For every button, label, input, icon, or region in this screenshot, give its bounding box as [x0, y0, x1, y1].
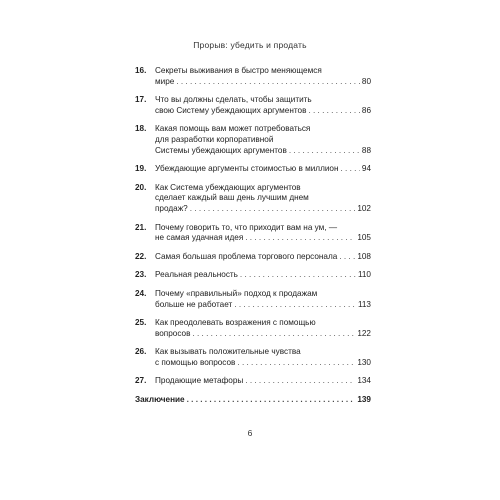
toc-entry-title: не самая удачная идея: [155, 233, 244, 243]
toc-entry-title: свою Систему убеждающих аргументов: [155, 105, 307, 115]
toc-entry-body: [155, 95, 371, 116]
toc-entry-body: [155, 289, 371, 310]
dot-leader: [237, 358, 355, 369]
dot-leader: [187, 395, 356, 406]
toc-entry-body: [155, 376, 371, 387]
toc-entry-page: 113: [357, 299, 371, 309]
dot-leader: [190, 204, 356, 215]
dot-leader: [192, 329, 355, 340]
toc-entry-number: 21.: [135, 222, 147, 232]
toc-entry-page: 122: [357, 328, 371, 338]
toc-entry-page: 130: [357, 357, 371, 367]
toc-entry: [135, 270, 371, 281]
toc-entry-number: 22.: [135, 251, 147, 261]
toc-entry: [135, 95, 371, 116]
toc-entry-number: 17.: [135, 95, 147, 105]
toc-entry-line: [155, 146, 371, 157]
toc-entry-title: Убеждающие аргументы стоимостью в миллион: [155, 164, 339, 174]
dot-leader: [308, 106, 359, 117]
dot-leader: [234, 300, 356, 311]
toc-entry-line: [155, 95, 371, 106]
toc-entry-number: 19.: [135, 164, 147, 174]
toc-entry-line: [155, 252, 371, 263]
toc-entry-body: [155, 124, 371, 156]
toc-entry-title: Почему «правильный» подход к продажам: [155, 288, 318, 298]
toc-entry: [135, 124, 371, 156]
toc-conclusion-page: 139: [357, 395, 371, 405]
toc-entry-line: [155, 183, 371, 194]
toc-entry: [135, 347, 371, 368]
toc-entry-page: 94: [361, 164, 371, 174]
dot-leader: [240, 270, 356, 281]
dot-leader: [341, 164, 360, 175]
toc-entry-page: 88: [361, 145, 371, 155]
toc-entry-number: 25.: [135, 318, 147, 328]
toc-entry-page: 86: [361, 105, 371, 115]
toc-entry-line: [155, 193, 371, 204]
toc-entry-line: [155, 300, 371, 311]
toc-entry-line: [155, 358, 371, 369]
toc-entry-line: [155, 347, 371, 358]
toc-entry-line: [155, 376, 371, 387]
toc-conclusion-title: Заключение: [135, 395, 185, 405]
toc-entry-line: [155, 233, 371, 244]
toc-conclusion: [135, 395, 371, 406]
dot-leader: [245, 233, 355, 244]
dot-leader: [245, 376, 355, 387]
toc-entry: [135, 376, 371, 387]
toc-entry-line: [155, 135, 371, 146]
toc-entry-line: [155, 77, 371, 88]
toc-entry-line: [155, 223, 371, 234]
toc-entry-page: 80: [361, 76, 371, 86]
toc-entry-title: Самая большая проблема торгового персонала: [155, 251, 338, 261]
toc-entry-body: [155, 164, 371, 175]
toc-entry-line: [155, 106, 371, 117]
toc-entry-title: Как вызывать положительные чувства: [155, 347, 301, 357]
toc-entry-number: 24.: [135, 288, 147, 298]
toc-entry: [135, 164, 371, 175]
toc-entry: [135, 252, 371, 263]
toc-entry-title: вопросов: [155, 328, 191, 338]
running-head: Прорыв: убедить и продать: [193, 40, 307, 50]
toc-entry-number: 18.: [135, 124, 147, 134]
toc-entry-line: [155, 164, 371, 175]
toc-entry-title: Какая помощь вам может потребоваться: [155, 124, 311, 134]
toc-entry-number: 27.: [135, 376, 147, 386]
toc-entry-title: продаж?: [155, 203, 188, 213]
toc-entry-page: 102: [357, 203, 371, 213]
toc-entry: [135, 223, 371, 244]
table-of-contents: [135, 66, 371, 406]
toc-entry: [135, 289, 371, 310]
toc-entry-line: [155, 204, 371, 215]
toc-entry-title: Почему говорить то, что приходит вам на ум, —: [155, 222, 338, 232]
toc-entry-title: сделает каждый ваш день лучшим днем: [155, 193, 309, 203]
toc-entry-page: 110: [357, 270, 371, 280]
toc-entry-number: 26.: [135, 347, 147, 357]
toc-entry-title: Как Система убеждающих аргументов: [155, 182, 301, 192]
toc-entry-page: 134: [357, 376, 371, 386]
toc-entry-title: для разработки корпоративной: [155, 134, 274, 144]
toc-entry-number: 20.: [135, 182, 147, 192]
toc-entry-body: [155, 318, 371, 339]
toc-entry-body: [155, 270, 371, 281]
toc-entry-line: [155, 124, 371, 135]
toc-entry-title: Секреты выживания в быстро меняющемся: [155, 66, 322, 75]
toc-entry-line: [155, 66, 371, 77]
toc-entry-title: Продающие метафоры: [155, 376, 244, 386]
toc-entry-body: [155, 347, 371, 368]
toc-entry-title: мире: [155, 76, 175, 86]
toc-entry: [135, 66, 371, 87]
toc-entry-body: [155, 183, 371, 215]
toc-entry-line: [155, 329, 371, 340]
toc-entry-page: 108: [357, 251, 371, 261]
toc-entry-title: Что вы должны сделать, чтобы защитить: [155, 95, 312, 105]
toc-entry-line: [155, 318, 371, 329]
dot-leader: [176, 77, 360, 88]
toc-entry-title: Реальная реальность: [155, 270, 238, 280]
toc-entry-number: 16.: [135, 66, 147, 75]
dot-leader: [289, 146, 360, 157]
toc-conclusion-body: [135, 395, 371, 406]
toc-entry: [135, 318, 371, 339]
toc-entry-body: [155, 66, 371, 87]
toc-entry-body: [155, 252, 371, 263]
toc-entry-title: больше не работает: [155, 299, 233, 309]
toc-entry-title: с помощью вопросов: [155, 357, 236, 367]
toc-entry-line: [155, 270, 371, 281]
toc-entry-title: Системы убеждающих аргументов: [155, 145, 287, 155]
dot-leader: [339, 252, 355, 263]
toc-entry: [135, 183, 371, 215]
toc-entry-title: Как преодолевать возражения с помощью: [155, 318, 316, 328]
toc-entry-page: 105: [357, 233, 371, 243]
toc-entry-number: 23.: [135, 270, 147, 280]
page-number: 6: [247, 428, 253, 438]
toc-conclusion-line: [135, 395, 371, 406]
toc-entry-line: [155, 289, 371, 300]
toc-entry-body: [155, 223, 371, 244]
